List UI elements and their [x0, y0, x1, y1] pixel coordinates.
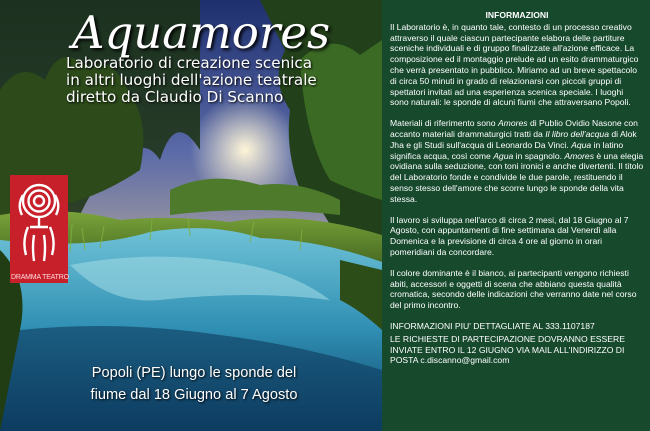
- participation-requests: LE RICHIESTE DI PARTECIPAZIONE DOVRANNO ESSERE INVIATE ENTRO IL 12 GIUGNO VIA MAIL ALL'INDIRIZZO DI POSTA c.discanno@gmail.com: [390, 333, 625, 366]
- title: Aquamores: [72, 6, 331, 59]
- info-paragraph: Materiali di riferimento sono Amores di Publio Ovidio Nasone con accanto materiali drammaturgici tratti da Il libro dell'acqua di Alok Jha e gli Studi sull'acqua di Leonardo Da Vinci. Aqua in latino significa acqua, così come Agua in spagnolo. Amores è una elegia ovidiana sulla seduzione, con toni ironici e anche divertenti. Il titolo del Laboratorio fonde e condivide le due parole, restituendo il senso stesso dell'amore che scorre lungo le sponde della vita stessa.: [390, 118, 644, 204]
- location-line: Popoli (PE) lungo le sponde del: [91, 365, 297, 381]
- location-dates: [44, 362, 344, 406]
- dramma-teatro-logo: [10, 175, 68, 283]
- info-heading: INFORMAZIONI: [485, 10, 549, 20]
- subtitle: [66, 55, 317, 106]
- spiral-figure-icon: [10, 175, 68, 275]
- info-paragraph: Il lavoro si sviluppa nell'arco di circa 2 mesi, dal 18 Giugno al 7 Agosto, con appuntamenti di fine settimana dal Venerdì alla Domenica e la previsione di circa 4 ore al giorno in orari pomeridiani da concordare.: [390, 214, 629, 257]
- info-paragraph: Il Laboratorio è, in quanto tale, contesto di un processo creativo attraverso il quale ciascun partecipante elabora delle partiture sceniche individuali e di gruppo finalizzate all'azione efficace. La composizione ed il montaggio prelude ad un esito drammaturgico che verrà presentato in pubblico. Miriamo ad un breve spettacolo di circa 50 minuti in grado di relazionarsi con piccoli gruppi di spettatori invitati ad una esperienza scenica speciale. I luoghi sono naturali: le sponde di alcuni fiumi che attraversano Popoli.: [390, 21, 639, 108]
- info-paragraph: Il colore dominante è il bianco, ai partecipanti vengono richiesti abiti, accessori e oggetti di scena che abbiano questa qualità cromatica, secondo delle indicazioni che verranno date nel corso del primo incontro.: [390, 267, 637, 311]
- location-line: fiume dal 18 Giugno al 7 Agosto: [90, 387, 298, 403]
- subtitle-line: in altri luoghi dell'azione teatrale: [66, 71, 317, 89]
- subtitle-line: Laboratorio di creazione scenica: [66, 54, 313, 72]
- contact-phone: INFORMAZIONI PIU' DETTAGLIATE AL 333.1107187: [390, 320, 595, 331]
- subtitle-line: diretto da Claudio Di Scanno: [66, 88, 284, 106]
- logo-label: DRAMMA TEATRO: [11, 274, 69, 281]
- info-panel: [382, 0, 650, 431]
